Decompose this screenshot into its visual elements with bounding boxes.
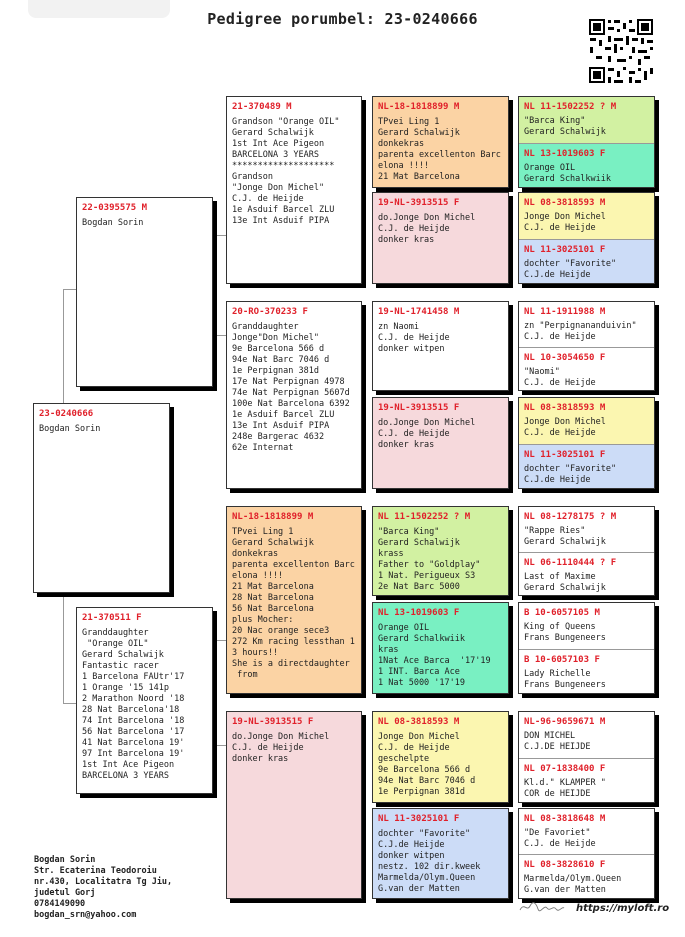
connector-line	[213, 235, 226, 236]
connector-line	[213, 745, 226, 746]
card-text: Grandson "Orange OIL" Gerard Schalwijk 1st Int Ace Pigeon BARCELONA 3 YEARS ******************** Grandson "Jonge Don Michel" C.J. de Heijde 1e Asduif Barcel ZLU 13e Int Asduif PIPA	[232, 117, 340, 226]
ring-number: NL-96-9659671 M	[524, 717, 606, 727]
card-text: Lady Richelle Frans Bungeneers	[524, 669, 606, 690]
pedigree-pair-8	[518, 808, 655, 899]
ring-number: 21-370489 M	[232, 102, 292, 112]
pedigree-card-ggg-1[interactable]	[519, 97, 654, 143]
ring-number: NL 11-3025101 F	[524, 245, 606, 255]
ring-number: NL 11-1911988 M	[524, 307, 606, 317]
ring-number: 23-0240666	[39, 409, 94, 419]
card-text: Granddaughter Jonge"Don Michel" 9e Barcelona 566 d 94e Nat Barc 7046 d 1e Perpignan 381d 17e Nat Perpignan 4978 74e Nat Perpignan 5607d 100e Nat Barcelona 6392 1e Asduif Barcel ZLU 13e Int Asduif PIPA 248e Bargerac 4632 62e Internat	[232, 322, 350, 453]
pedigree-card-gg-3[interactable]	[372, 301, 509, 391]
pedigree-card-grand-sire-dam[interactable]	[226, 301, 362, 489]
pedigree-card-ggg-9[interactable]	[519, 507, 654, 552]
pedigree-card-ggg-16[interactable]	[519, 854, 654, 899]
pedigree-card-gg-2[interactable]	[372, 192, 509, 284]
pedigree-card-ggg-14[interactable]	[519, 758, 654, 803]
ring-number: 22-0395575 M	[82, 203, 148, 213]
pedigree-card-gg-1[interactable]	[372, 96, 509, 188]
card-text: "Rappe Ries" Gerard Schalwijk	[524, 526, 606, 547]
pedigree-card-gg-5[interactable]	[372, 506, 509, 596]
ring-number: 19-NL-3913515 F	[378, 198, 460, 208]
ring-number: 19-NL-1741458 M	[378, 307, 460, 317]
pedigree-card-gg-7[interactable]	[372, 711, 509, 803]
pedigree-card-gg-6[interactable]	[372, 602, 509, 694]
card-text: dochter "Favorite" C.J.de Heijde	[524, 464, 617, 485]
connector-line	[63, 593, 64, 703]
ring-number: NL 08-3828610 F	[524, 860, 606, 870]
card-text: Bogdan Sorin	[82, 218, 144, 228]
pedigree-card-gg-8[interactable]	[372, 808, 509, 899]
card-text: Orange OIL Gerard Schalkwiik kras 1Nat Ace Barca '17'19 1 INT. Barca Ace 1 Nat 5000 '17'19	[378, 623, 491, 688]
connector-line	[63, 289, 64, 403]
ring-number: NL 08-3818593 M	[524, 198, 606, 208]
ring-number: NL 11-1502252 ? M	[524, 102, 617, 112]
pedigree-card-subject[interactable]	[33, 403, 170, 593]
pedigree-card-ggg-5[interactable]	[519, 302, 654, 347]
card-text: TPvei Ling 1 Gerard Schalwijk donkekras parenta excellenton Barc elona !!!! 21 Mat Barcelona 28 Nat Barcelona 56 Nat Barcelona plus Mocher: 20 Nac orange sece3 272 Km racing lessthan 1 3 hours!! She is a directdaughter from	[232, 527, 355, 680]
ring-number: NL 13-1019603 F	[524, 149, 606, 159]
card-text: Jonge Don Michel C.J. de Heijde	[524, 212, 606, 233]
card-text: dochter "Favorite" C.J.de Heijde donker witpen nestz. 102 dir.kweek Marmelda/Olym.Queen G.van der Matten	[378, 829, 481, 894]
card-text: Bogdan Sorin	[39, 424, 101, 434]
card-text: "Barca King" Gerard Schalwijk	[524, 116, 606, 137]
card-text: King of Queens Frans Bungeneers	[524, 622, 606, 643]
ring-number: 20-RO-370233 F	[232, 307, 308, 317]
ring-number: B 10-6057105 M	[524, 608, 600, 618]
pedigree-card-grand-sire-sire[interactable]	[226, 96, 362, 284]
qr-code-icon	[588, 18, 654, 84]
connector-line	[63, 703, 76, 704]
card-text: zn "Perpignananduivin" C.J. de Heijde	[524, 321, 637, 342]
pedigree-pair-4	[518, 397, 655, 489]
card-text: zn Naomi C.J. de Heijde donker witpen	[378, 322, 450, 354]
pedigree-pair-5	[518, 506, 655, 596]
connector-line	[63, 289, 76, 290]
footer-link[interactable]: https://myloft.ro	[576, 903, 670, 914]
pedigree-card-ggg-11[interactable]	[519, 603, 654, 649]
pedigree-card-dam[interactable]	[76, 607, 213, 794]
card-text: Jonge Don Michel C.J. de Heijde	[524, 417, 606, 438]
page-title: Pedigree porumbel: 23-0240666	[207, 10, 478, 28]
ring-number: NL 08-1278175 ? M	[524, 512, 617, 522]
ring-number: 19-NL-3913515 F	[232, 717, 314, 727]
pedigree-card-sire[interactable]	[76, 197, 213, 387]
card-text: do.Jonge Don Michel C.J. de Heijde donker kras	[232, 732, 330, 764]
pedigree-card-ggg-4[interactable]	[519, 239, 654, 284]
signature-icon	[518, 900, 566, 914]
pedigree-card-ggg-2[interactable]	[519, 143, 654, 188]
card-text: DON MICHEL C.J.DE HEIJDE	[524, 731, 591, 752]
pedigree-card-ggg-7[interactable]	[519, 398, 654, 444]
pedigree-pair-7	[518, 711, 655, 803]
card-text: dochter "Favorite" C.J.de Heijde	[524, 259, 617, 280]
card-text: Kl.d." KLAMPER " COR de HEIJDE	[524, 778, 606, 799]
pedigree-card-ggg-10[interactable]	[519, 552, 654, 596]
ring-number: NL 11-1502252 ? M	[378, 512, 471, 522]
card-text: Orange OIL Gerard Schalkwiik	[524, 163, 611, 184]
ring-number: NL 11-3025101 F	[524, 450, 606, 460]
card-text: do.Jonge Don Michel C.J. de Heijde donker kras	[378, 418, 476, 450]
ring-number: 21-370511 F	[82, 613, 142, 623]
pedigree-card-ggg-3[interactable]	[519, 193, 654, 239]
pedigree-pair-6	[518, 602, 655, 694]
ring-number: NL-18-1818899 M	[378, 102, 460, 112]
pedigree-card-ggg-6[interactable]	[519, 347, 654, 391]
connector-line	[213, 335, 226, 336]
pedigree-pair-1	[518, 96, 655, 188]
ring-number: NL 13-1019603 F	[378, 608, 460, 618]
pedigree-pair-2	[518, 192, 655, 284]
ring-number: 19-NL-3913515 F	[378, 403, 460, 413]
ring-number: B 10-6057103 F	[524, 655, 600, 665]
card-text: Granddaughter "Orange OIL" Gerard Schalwijk Fantastic racer 1 Barcelona FAUtr'17 1 Orange '15 141p 2 Marathon Noord '18 28 Nat Barcelona'18 74 Int Barcelona '18 56 Nat Barcelona '17 41 Nat Barcelona 19' 97 Int Barcelona 19' 1st Int Ace Pigeon BARCELONA 3 YEARS	[82, 628, 185, 781]
ring-number: NL 08-3818648 M	[524, 814, 606, 824]
ring-number: NL 06-1110444 ? F	[524, 558, 617, 568]
pedigree-card-ggg-12[interactable]	[519, 649, 654, 694]
owner-contact: Bogdan Sorin Str. Ecaterina Teodoroiu nr.430, Localitatra Tg Jiu, judetul Gorj 0784149090 bogdan_srn@yahoo.com	[34, 855, 173, 920]
ring-number: NL 08-3818593 M	[524, 403, 606, 413]
pedigree-card-ggg-15[interactable]	[519, 809, 654, 854]
card-text: TPvei Ling 1 Gerard Schalwijk donkekras parenta excellenton Barc elona !!!! 21 Mat Barcelona	[378, 117, 501, 182]
card-text: do.Jonge Don Michel C.J. de Heijde donker kras	[378, 213, 476, 245]
pedigree-card-grand-dam-sire[interactable]	[226, 506, 362, 694]
card-text: "Naomi" C.J. de Heijde	[524, 367, 596, 388]
connector-line	[213, 640, 226, 641]
ring-number: NL 07-1838400 F	[524, 764, 606, 774]
card-text: "Barca King" Gerard Schalwijk krass Father to "Goldplay" 1 Nat. Perigueux S3 2e Nat Barc 5000	[378, 527, 481, 592]
pedigree-card-ggg-8[interactable]	[519, 444, 654, 489]
ring-number: NL 10-3054650 F	[524, 353, 606, 363]
pedigree-card-gg-4[interactable]	[372, 397, 509, 489]
pedigree-card-ggg-13[interactable]	[519, 712, 654, 758]
ring-number: NL 08-3818593 M	[378, 717, 460, 727]
card-text: Last of Maxime Gerard Schalwijk	[524, 572, 606, 593]
card-text: Marmelda/Olym.Queen G.van der Matten	[524, 874, 622, 895]
card-text: "De Favoriet" C.J. de Heijde	[524, 828, 596, 849]
ring-number: NL-18-1818899 M	[232, 512, 314, 522]
card-text: Jonge Don Michel C.J. de Heijde geschelpte 9e Barcelona 566 d 94e Nat Barc 7046 d 1e Perpignan 381d	[378, 732, 476, 797]
pedigree-card-grand-dam-dam[interactable]	[226, 711, 362, 899]
pedigree-pair-3	[518, 301, 655, 391]
ring-number: NL 11-3025101 F	[378, 814, 460, 824]
